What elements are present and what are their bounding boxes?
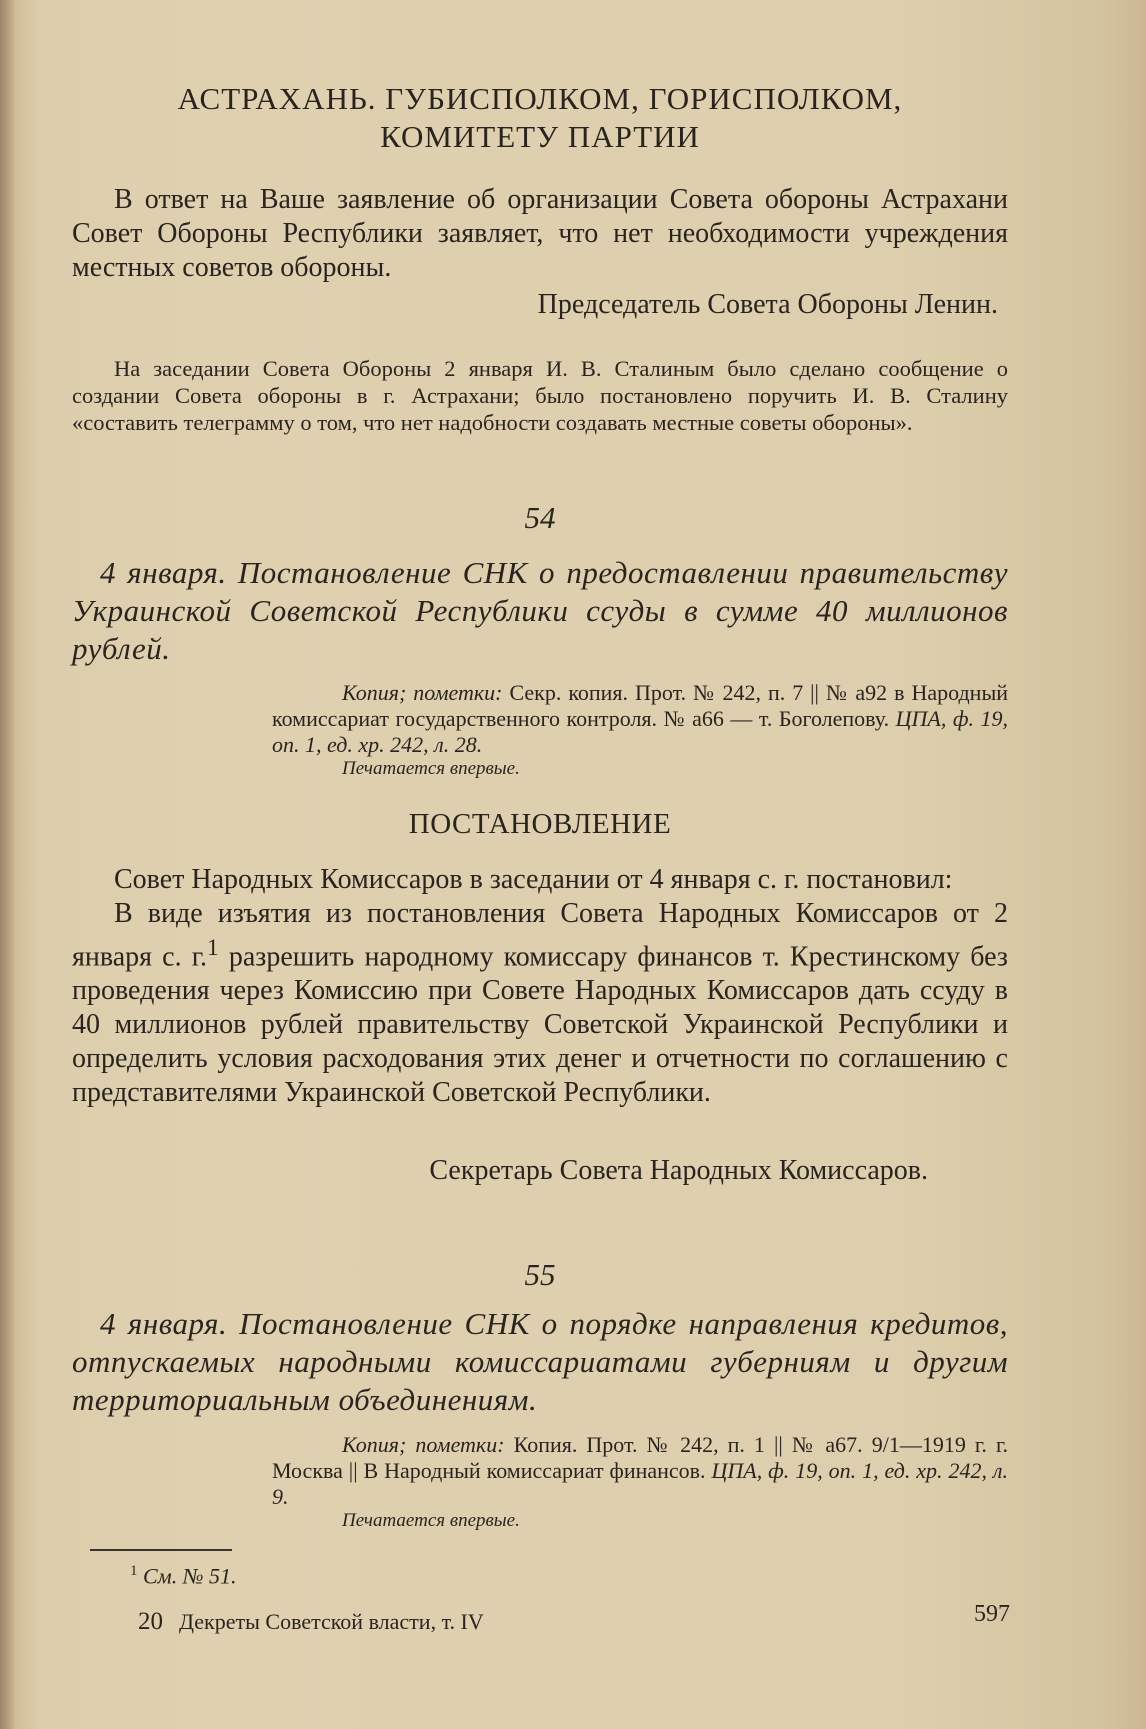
doc54-para2: [72, 897, 1008, 1110]
doc54-signature-block: [72, 1154, 1008, 1188]
doc55-number-block: [72, 1257, 1008, 1293]
footnote-text: См. № 51.: [143, 1563, 237, 1589]
doc54-para2-start: В виде изъятия из постановления Совета Народных Комиссаров от 2 января с. г.: [72, 898, 1008, 973]
doc55-heading: 4 января. Постановление СНК о порядке направления кредитов, отпускаемых народными комиссариатами губерниям и другим территориальным объединениям.: [72, 1306, 1008, 1417]
telegram-title-line1: АСТРАХАНЬ. ГУБИСПОЛКОМ, ГОРИСПОЛКОМ,: [177, 81, 903, 116]
doc55-source-block: [72, 1432, 1008, 1532]
doc54-source-label: Копия; пометки:: [342, 680, 503, 705]
footnote-rule: [90, 1549, 232, 1551]
telegram-body: В ответ на Ваше заявление об организации Совета обороны Астрахани Совет Обороны Республики заявляет, что нет необходимости учреждения местных советов обороны.: [72, 184, 1008, 283]
doc55-source-archive: ЦПА, ф. 19, оп. 1, ед. хр. 242, л. 9.: [272, 1458, 1009, 1509]
telegram-note-block: [72, 355, 1008, 436]
doc54-number-block: [72, 500, 1008, 536]
footnote: [130, 1563, 236, 1589]
signature-mark: 20: [138, 1608, 163, 1635]
doc54-para2-end: разрешить народному комиссару финансов т. Крестинскому без проведения через Комиссию при Совете Народных Комиссаров дать ссуду в 40 миллионов рублей правительству Советской Украинской Республики и определить условия расходования этих денег и отчетности по соглашению с представителями Украинской Советской Республики.: [72, 941, 1008, 1109]
telegram-body-block: [72, 183, 1008, 285]
doc54-signature: Секретарь Совета Народных Комиссаров.: [429, 1155, 928, 1186]
doc55-first-print: Печатается впервые.: [342, 1510, 520, 1531]
doc54-heading: 4 января. Постановление СНК о предоставлении правительству Украинской Советской Республики ссуды в сумме 40 миллионов рублей.: [72, 555, 1008, 666]
footnote-ref[interactable]: 1: [207, 935, 219, 961]
page-number: 597: [974, 1601, 1010, 1627]
doc54-source: [272, 680, 1008, 758]
doc54-number: 54: [524, 500, 556, 535]
doc54-source-archive: ЦПА, ф. 19, оп. 1, ед. хр. 242, л. 28.: [272, 706, 1008, 757]
telegram-note: На заседании Совета Обороны 2 января И. В. Сталиным было сделано сообщение о создании Совета обороны в г. Астрахани; было постановлено поручить И. В. Сталину «составить телеграмму о том, что нет надобности создавать местные советы обороны».: [72, 356, 1008, 435]
book-spine-shadow: [0, 0, 14, 1729]
telegram-signature: Председатель Совета Обороны Ленин.: [537, 289, 998, 320]
doc54-source-text: Секр. копия. Прот. № 242, п. 7 || № а92 в Народный комиссариат государственного контроля. № а66 — т. Боголепову.: [272, 680, 1008, 731]
telegram-section: [72, 80, 1008, 156]
doc54-para1: Совет Народных Комиссаров в заседании от 4 января с. г. постановил:: [114, 864, 953, 895]
doc54-first-print: Печатается впервые.: [342, 758, 520, 779]
doc54-subtitle-block: [72, 808, 1008, 841]
doc55-source-label: Копия; пометки:: [342, 1432, 505, 1457]
telegram-signature-block: [72, 288, 1008, 322]
telegram-title-line2: КОМИТЕТУ ПАРТИИ: [380, 119, 700, 154]
doc55-source-text: Копия. Прот. № 242, п. 1 || № а67. 9/1—1919 г. г. Москва || В Народный комиссариат финансов.: [272, 1432, 1009, 1483]
doc55-number: 55: [524, 1257, 556, 1292]
book-title: Декреты Советской власти, т. IV: [179, 1609, 484, 1634]
footnote-mark: 1: [130, 1563, 138, 1579]
doc54-source-block: [72, 680, 1008, 780]
doc54-heading-block: [72, 554, 1008, 668]
doc54-text-block: [72, 863, 1008, 1110]
doc55-source: [272, 1432, 1008, 1510]
page-footer: [138, 1608, 484, 1636]
doc55-heading-block: [72, 1305, 1008, 1419]
doc54-subtitle: ПОСТАНОВЛЕНИЕ: [408, 808, 672, 840]
